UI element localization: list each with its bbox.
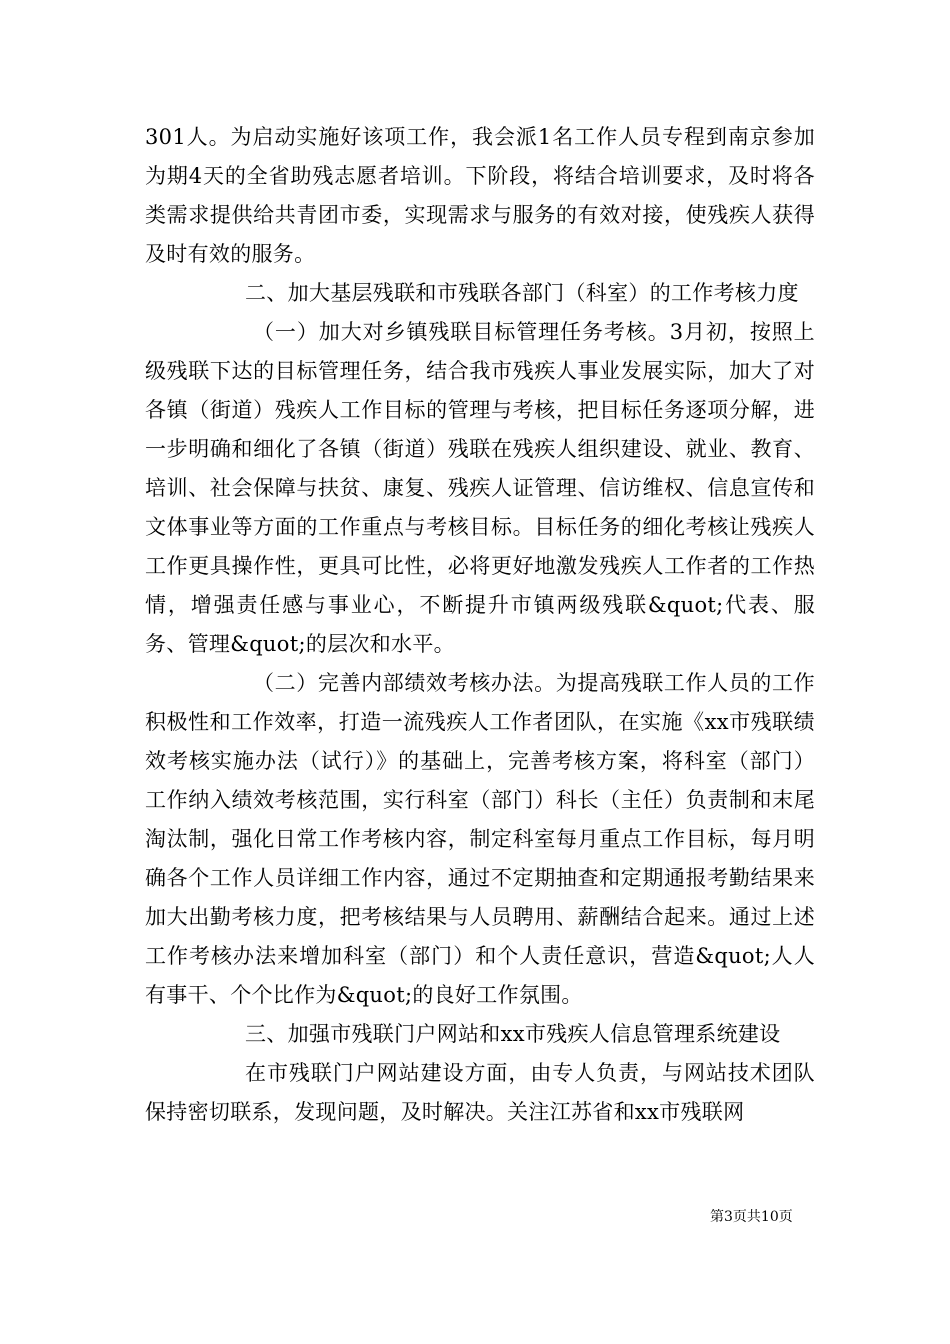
section-3-paragraph: 在市残联门户网站建设方面，由专人负责，与网站技术团队保持密切联系，发现问题，及时解决。关注江苏省和xx市残联网 <box>145 1061 815 1124</box>
paragraph-continuation: 301人。为启动实施好该项工作，我会派1名工作人员专程到南京参加为期4天的全省助残志愿者培训。下阶段，将结合培训要求，及时将各类需求提供给共青团市委，实现需求与服务的有效对接，使残疾人获得及时有效的服务。 <box>145 125 815 266</box>
section-heading-2: 二、加大基层残联和市残联各部门（科室）的工作考核力度 <box>245 281 799 305</box>
page-number-footer: 第3页共10页 <box>710 1209 793 1225</box>
document-body <box>145 118 815 1132</box>
subsection-1-paragraph: （一）加大对乡镇残联目标管理任务考核。3月初，按照上级残联下达的目标管理任务，结合我市残疾人事业发展实际，加大了对各镇（街道）残疾人工作目标的管理与考核，把目标任务逐项分解，进一步明确和细化了各镇（街道）残联在残疾人组织建设、就业、教育、培训、社会保障与扶贫、康复、残疾人证管理、信访维权、信息宣传和文体事业等方面的工作重点与考核目标。目标任务的细化考核让残疾人工作更具操作性，更具可比性，必将更好地激发残疾人工作者的工作热情，增强责任感与事业心，不断提升市镇两级残联&quot;代表、服务、管理&quot;的层次和水平。 <box>145 320 815 656</box>
section-heading-3: 三、加强市残联门户网站和xx市残疾人信息管理系统建设 <box>245 1022 781 1046</box>
subsection-2-paragraph: （二）完善内部绩效考核办法。为提高残联工作人员的工作积极性和工作效率，打造一流残疾人工作者团队，在实施《xx市残联绩效考核实施办法（试行）》的基础上，完善考核方案，将科室（部门）工作纳入绩效考核范围，实行科室（部门）科长（主任）负责制和末尾淘汰制，强化日常工作考核内容，制定科室每月重点工作目标，每月明确各个工作人员详细工作内容，通过不定期抽查和定期通报考勤结果来加大出勤考核力度，把考核结果与人员聘用、薪酬结合起来。通过上述工作考核办法来增加科室（部门）和个人责任意识，营造&quot;人人有事干、个个比作为&quot;的良好工作氛围。 <box>145 671 815 1007</box>
